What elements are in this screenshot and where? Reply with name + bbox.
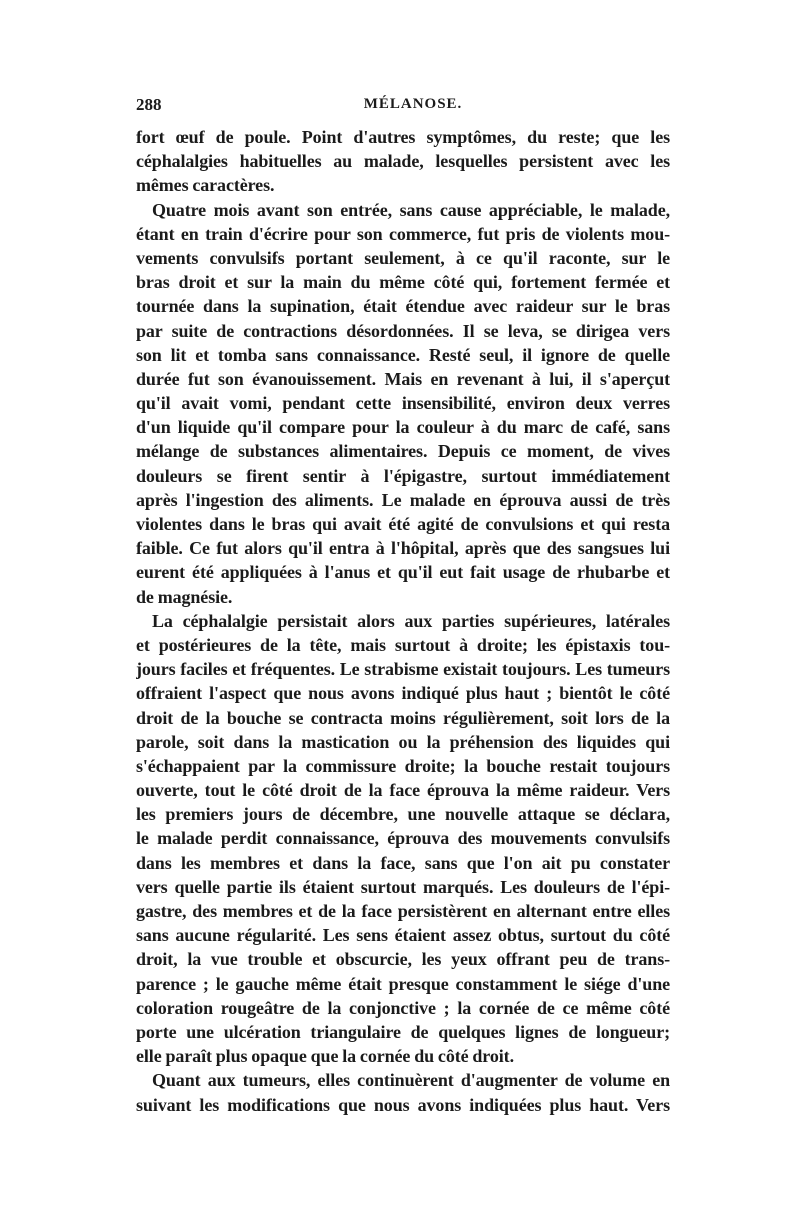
text-line: de magnésie.	[136, 586, 233, 607]
text-line: jours faciles et fréquentes. Le strabisme existait toujours. Les tumeurs	[136, 659, 670, 680]
text-line: qu'il avait vomi, pendant cette insensibilité, environ deux verres	[136, 393, 670, 414]
text-line: faible. Ce fut alors qu'il entra à l'hôpital, après que des sangsues lui	[136, 538, 670, 559]
text-line: et postérieures de la tête, mais surtout à droite; les épistaxis tou-	[136, 634, 670, 655]
text-line: elle paraît plus opaque que la cornée du côté droit.	[136, 1046, 514, 1067]
text-line: La céphalalgie persistait alors aux parties supérieures, latérales	[152, 610, 670, 631]
text-line: droit, la vue trouble et obscurcie, les yeux offrant peu de trans-	[136, 949, 670, 970]
text-line: s'échappaient par la commissure droite; la bouche restait toujours	[136, 755, 670, 776]
text-line: d'un liquide qu'il compare pour la couleur à du marc de café, sans	[136, 417, 670, 438]
text-line: parence ; le gauche même était presque constamment le siége d'une	[136, 973, 670, 994]
text-line: fort œuf de poule. Point d'autres symptômes, du reste; que les	[136, 127, 670, 147]
text-line: vements convulsifs portant seulement, à ce qu'il raconte, sur le	[136, 247, 670, 268]
text-line: par suite de contractions désordonnées. Il se leva, se dirigea vers	[136, 320, 670, 341]
text-line: durée fut son évanouissement. Mais en revenant à lui, il s'aperçut	[136, 368, 670, 389]
page-number: 288	[136, 95, 162, 114]
text-line: offraient l'aspect que nous avons indiqué plus haut ; bientôt le côté	[136, 683, 670, 704]
text-line: mélange de substances alimentaires. Depuis ce moment, de vives	[136, 441, 670, 462]
book-page	[136, 95, 670, 1117]
text-line: suivant les modifications que nous avons indiquées plus haut. Vers	[136, 1094, 670, 1115]
text-line: mêmes caractères.	[136, 175, 275, 196]
text-line: Quatre mois avant son entrée, sans cause appréciable, le malade,	[152, 199, 670, 220]
text-line: sans aucune régularité. Les sens étaient assez obtus, surtout du côté	[136, 925, 670, 946]
text-line: tournée dans la supination, était étendue avec raideur sur le bras	[136, 296, 670, 317]
text-line: ouverte, tout le côté droit de la face éprouva la même raideur. Vers	[136, 780, 670, 801]
text-line: parole, soit dans la mastication ou la préhension des liquides qui	[136, 731, 670, 752]
running-head	[136, 95, 670, 125]
text-line: douleurs se firent sentir à l'épigastre, surtout immédiatement	[136, 465, 670, 486]
body-text	[136, 125, 670, 1117]
text-line: dans les membres et dans la face, sans que l'on ait pu constater	[136, 852, 670, 873]
text-line: gastre, des membres et de la face persistèrent en alternant entre elles	[136, 901, 670, 921]
text-line: céphalalgies habituelles au malade, lesquelles persistent avec les	[136, 151, 670, 172]
text-line: étant en train d'écrire pour son commerce, fut pris de violents mou-	[136, 223, 670, 244]
text-line: les premiers jours de décembre, une nouvelle attaque se déclara,	[136, 804, 670, 825]
running-title: MÉLANOSE.	[363, 96, 463, 112]
text-line: violentes dans le bras qui avait été agité de convulsions et qui resta	[136, 514, 670, 534]
text-line: Quant aux tumeurs, elles continuèrent d'augmenter de volume en	[152, 1070, 670, 1091]
text-line: vers quelle partie ils étaient surtout marqués. Les douleurs de l'épi-	[136, 876, 670, 897]
text-line: le malade perdit connaissance, éprouva des mouvements convulsifs	[136, 828, 670, 849]
text-line: son lit et tomba sans connaissance. Resté seul, il ignore de quelle	[136, 344, 670, 365]
text-line: coloration rougeâtre de la conjonctive ; la cornée de ce même côté	[136, 997, 670, 1018]
text-line: porte une ulcération triangulaire de quelques lignes de longueur;	[136, 1021, 670, 1042]
text-line: bras droit et sur la main du même côté qui, fortement fermée et	[136, 272, 670, 293]
text-line: droit de la bouche se contracta moins régulièrement, soit lors de la	[136, 707, 670, 728]
text-line: après l'ingestion des aliments. Le malade en éprouva aussi de très	[136, 489, 670, 510]
text-line: eurent été appliquées à l'anus et qu'il eut fait usage de rhubarbe et	[136, 562, 670, 583]
